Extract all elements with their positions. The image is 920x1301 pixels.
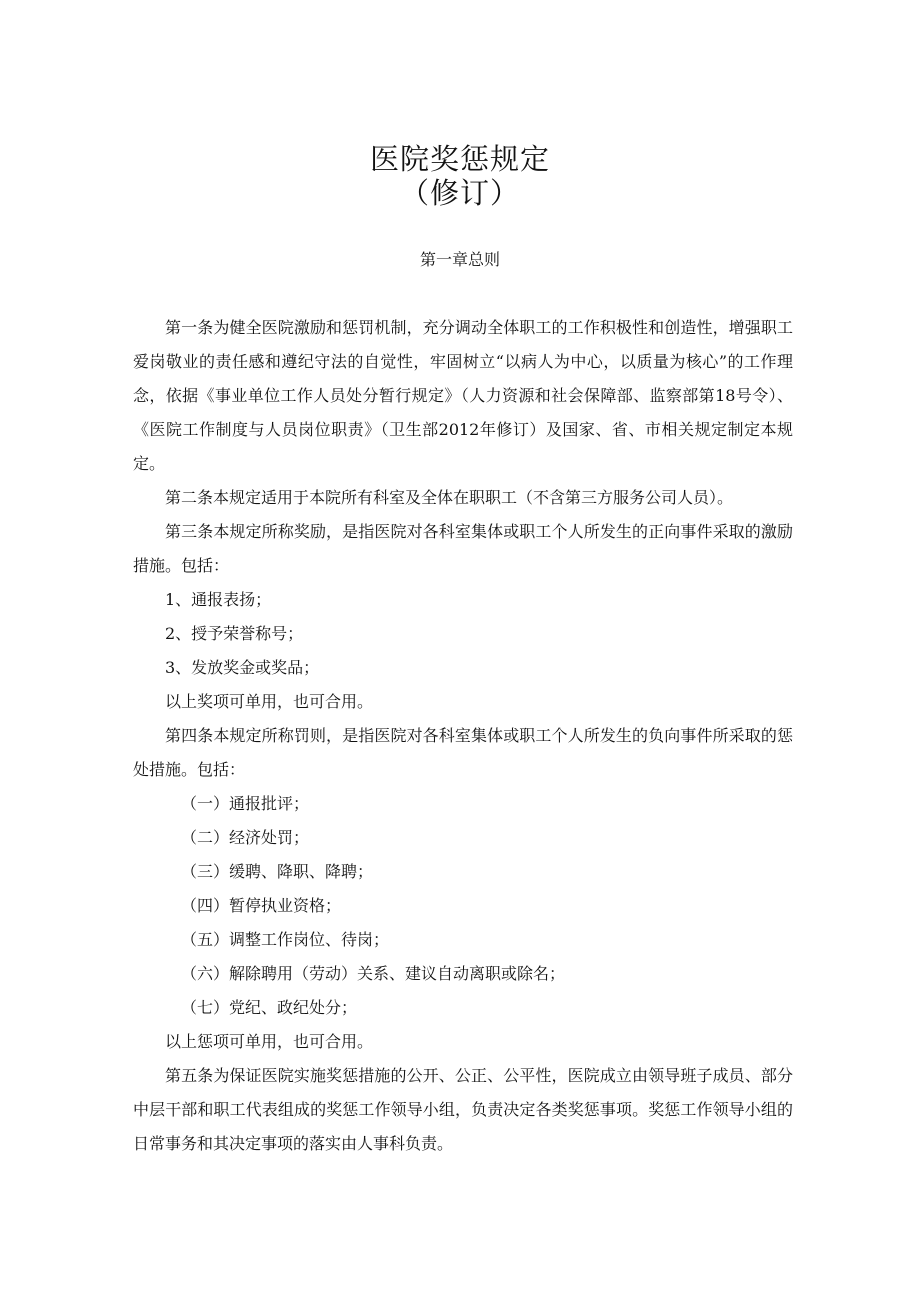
penalty-item: （二）经济处罚； xyxy=(181,828,310,847)
penalty-note: 以上惩项可单用，也可合用。 xyxy=(165,1032,374,1051)
article-5: 第五条为保证医院实施奖惩措施的公开、公正、公平性，医院成立由领导班子成员、部分中层干部和职工代表组成的奖惩工作领导小组，负责决定各类奖惩事项。奖惩工作领导小组的日常事务和其决定事项的落实由人事科负责。 xyxy=(133,1066,793,1153)
reward-item: 1、通报表扬； xyxy=(165,590,272,609)
reward-item: 3、发放奖金或奖品； xyxy=(165,658,320,677)
penalty-item: （四）暂停执业资格； xyxy=(181,896,342,915)
penalty-item: （七）党纪、政纪处分； xyxy=(181,998,358,1017)
article-3: 第三条本规定所称奖励，是指医院对各科室集体或职工个人所发生的正向事件采取的激励措施。包括： xyxy=(133,522,793,575)
penalty-item: （五）调整工作岗位、待岗； xyxy=(181,930,390,949)
article-1: 第一条为健全医院激励和惩罚机制，充分调动全体职工的工作积极性和创造性，增强职工爱岗敬业的责任感和遵纪守法的自觉性，牢固树立“以病人为中心，以质量为核心”的工作理念，依据《事业单位工作人员处分暂行规定》（人力资源和社会保障部、监察部第18号令）、《医院工作制度与人员岗位职责》（卫生部2012年修订）及国家、省、市相关规定制定本规定。 xyxy=(133,318,793,473)
penalty-item: （六）解除聘用（劳动）关系、建议自动离职或除名； xyxy=(181,964,566,983)
reward-note: 以上奖项可单用，也可合用。 xyxy=(165,692,374,711)
penalty-item: （一）通报批评； xyxy=(181,794,310,813)
article-4: 第四条本规定所称罚则，是指医院对各科室集体或职工个人所发生的负向事件所采取的惩处措施。包括： xyxy=(133,726,793,779)
chapter-heading: 第一章总则 xyxy=(419,250,500,269)
document-title: 医院奖惩规定 xyxy=(369,142,550,176)
document-body xyxy=(133,311,793,1161)
reward-item: 2、授予荣誉称号； xyxy=(165,624,304,643)
penalty-item: （三）缓聘、降职、降聘； xyxy=(181,862,374,881)
article-2: 第二条本规定适用于本院所有科室及全体在职职工（不含第三方服务公司人员）。 xyxy=(165,488,734,507)
document-subtitle: （修订） xyxy=(399,176,520,210)
